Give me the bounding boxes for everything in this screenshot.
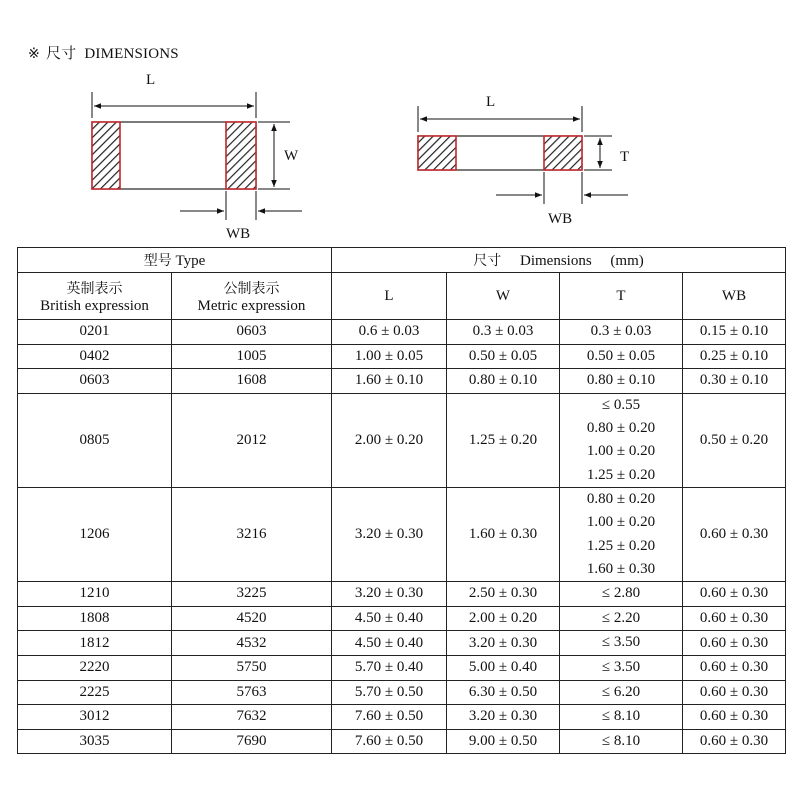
cell-WB: 0.60 ± 0.30	[683, 487, 786, 581]
cell-british: 0402	[18, 344, 172, 369]
heading-title-en: DIMENSIONS	[84, 46, 179, 62]
thickness-value: 1.25 ± 0.20	[586, 537, 656, 554]
table-row	[18, 655, 786, 680]
cell-metric: 3225	[172, 582, 332, 607]
label-L: L	[146, 72, 156, 88]
table-row	[18, 582, 786, 607]
table-row	[18, 487, 786, 581]
thickness-value: ≤ 8.10	[601, 708, 641, 725]
end-terminal-right-side	[544, 136, 582, 170]
cell-T	[560, 606, 683, 631]
thickness-value: 0.80 ± 0.10	[586, 372, 656, 389]
cell-british: 0201	[18, 320, 172, 345]
cell-WB: 0.60 ± 0.30	[683, 631, 786, 656]
cell-T	[560, 582, 683, 607]
table-body	[18, 320, 786, 754]
cell-W: 2.00 ± 0.20	[447, 606, 560, 631]
cell-W: 0.50 ± 0.05	[447, 344, 560, 369]
cell-L: 2.00 ± 0.20	[332, 393, 447, 487]
cell-WB: 0.25 ± 0.10	[683, 344, 786, 369]
label-W: W	[284, 148, 299, 164]
cell-T	[560, 393, 683, 487]
thickness-value: 1.25 ± 0.20	[586, 466, 656, 483]
cell-metric: 1608	[172, 369, 332, 394]
thickness-value: ≤ 3.50	[601, 634, 641, 651]
cell-W: 0.3 ± 0.03	[447, 320, 560, 345]
cell-T	[560, 655, 683, 680]
thickness-value: ≤ 6.20	[601, 683, 641, 700]
thickness-value: 0.80 ± 0.20	[586, 490, 656, 507]
cell-T	[560, 631, 683, 656]
table-header-row-2	[18, 273, 786, 320]
cell-british: 1808	[18, 606, 172, 631]
cell-WB: 0.30 ± 0.10	[683, 369, 786, 394]
table-row	[18, 320, 786, 345]
thickness-value: ≤ 2.80	[601, 585, 641, 602]
thickness-value: ≤ 3.50	[601, 659, 641, 676]
cell-metric: 7690	[172, 729, 332, 754]
cell-WB: 0.60 ± 0.30	[683, 582, 786, 607]
cell-metric: 2012	[172, 393, 332, 487]
dimension-diagrams	[0, 60, 800, 245]
cell-T	[560, 705, 683, 730]
thickness-value: ≤ 8.10	[601, 732, 641, 749]
cell-british: 1812	[18, 631, 172, 656]
cell-W: 3.20 ± 0.30	[447, 631, 560, 656]
cell-L: 7.60 ± 0.50	[332, 729, 447, 754]
type-header: 型号 Type	[18, 248, 332, 273]
table-row	[18, 631, 786, 656]
cell-british: 0805	[18, 393, 172, 487]
cell-british: 1210	[18, 582, 172, 607]
end-terminal-right	[226, 122, 256, 189]
table-row	[18, 369, 786, 394]
table-row	[18, 680, 786, 705]
metric-header: 公制表示 Metric expression	[172, 273, 332, 320]
cell-WB: 0.60 ± 0.30	[683, 680, 786, 705]
cell-T	[560, 680, 683, 705]
cell-WB: 0.60 ± 0.30	[683, 729, 786, 754]
dimensions-header: 尺寸 Dimensions (mm)	[332, 248, 786, 273]
cell-WB: 0.50 ± 0.20	[683, 393, 786, 487]
top-view-diagram	[92, 72, 302, 242]
cell-W: 0.80 ± 0.10	[447, 369, 560, 394]
thickness-value: ≤ 2.20	[601, 609, 641, 626]
cell-metric: 1005	[172, 344, 332, 369]
thickness-value: 1.60 ± 0.30	[586, 560, 656, 577]
cell-T	[560, 369, 683, 394]
cell-L: 1.00 ± 0.05	[332, 344, 447, 369]
col-header-WB: WB	[683, 273, 786, 320]
thickness-value: 0.80 ± 0.20	[586, 420, 656, 437]
table-row	[18, 729, 786, 754]
col-header-L: L	[332, 273, 447, 320]
cell-L: 7.60 ± 0.50	[332, 705, 447, 730]
end-terminal-left-side	[418, 136, 456, 170]
thickness-value: 0.3 ± 0.03	[590, 323, 652, 340]
col-header-W: W	[447, 273, 560, 320]
cell-W: 6.30 ± 0.50	[447, 680, 560, 705]
table-row	[18, 606, 786, 631]
cell-WB: 0.60 ± 0.30	[683, 655, 786, 680]
cell-british: 2220	[18, 655, 172, 680]
thickness-value: ≤ 0.55	[601, 396, 641, 413]
cell-british: 3012	[18, 705, 172, 730]
cell-british: 0603	[18, 369, 172, 394]
cell-T	[560, 320, 683, 345]
label-T: T	[620, 149, 630, 165]
cell-W: 2.50 ± 0.30	[447, 582, 560, 607]
label-WB-top: WB	[226, 226, 251, 242]
cell-metric: 3216	[172, 487, 332, 581]
cell-L: 5.70 ± 0.50	[332, 680, 447, 705]
cell-T	[560, 729, 683, 754]
thickness-value: 1.00 ± 0.20	[586, 514, 656, 531]
cell-L: 4.50 ± 0.40	[332, 631, 447, 656]
table-row	[18, 344, 786, 369]
cell-W: 3.20 ± 0.30	[447, 705, 560, 730]
side-view-diagram	[418, 94, 629, 227]
cell-L: 3.20 ± 0.30	[332, 582, 447, 607]
cell-W: 5.00 ± 0.40	[447, 655, 560, 680]
cell-metric: 7632	[172, 705, 332, 730]
table-row	[18, 705, 786, 730]
thickness-value: 1.00 ± 0.20	[586, 443, 656, 460]
label-WB-side: WB	[548, 211, 573, 227]
cell-british: 2225	[18, 680, 172, 705]
cell-T	[560, 487, 683, 581]
cell-T	[560, 344, 683, 369]
british-header: 英制表示 British expression	[18, 273, 172, 320]
cell-W: 1.60 ± 0.30	[447, 487, 560, 581]
table-header-row-1	[18, 248, 786, 273]
cell-british: 3035	[18, 729, 172, 754]
cell-L: 1.60 ± 0.10	[332, 369, 447, 394]
cell-WB: 0.15 ± 0.10	[683, 320, 786, 345]
cell-metric: 0603	[172, 320, 332, 345]
cell-W: 9.00 ± 0.50	[447, 729, 560, 754]
heading-title-cn: 尺寸	[45, 44, 77, 62]
cell-metric: 4520	[172, 606, 332, 631]
label-L-side: L	[486, 94, 496, 110]
table-row	[18, 393, 786, 487]
cell-WB: 0.60 ± 0.30	[683, 606, 786, 631]
cell-metric: 5750	[172, 655, 332, 680]
cell-metric: 4532	[172, 631, 332, 656]
cell-L: 4.50 ± 0.40	[332, 606, 447, 631]
end-terminal-left	[92, 122, 120, 189]
cell-L: 3.20 ± 0.30	[332, 487, 447, 581]
cell-W: 1.25 ± 0.20	[447, 393, 560, 487]
cell-L: 5.70 ± 0.40	[332, 655, 447, 680]
cell-british: 1206	[18, 487, 172, 581]
cell-L: 0.6 ± 0.03	[332, 320, 447, 345]
cell-metric: 5763	[172, 680, 332, 705]
col-header-T: T	[560, 273, 683, 320]
thickness-value: 0.50 ± 0.05	[586, 347, 656, 364]
cell-WB: 0.60 ± 0.30	[683, 705, 786, 730]
dimensions-table	[17, 247, 786, 754]
reference-mark-icon: ※	[28, 46, 40, 62]
